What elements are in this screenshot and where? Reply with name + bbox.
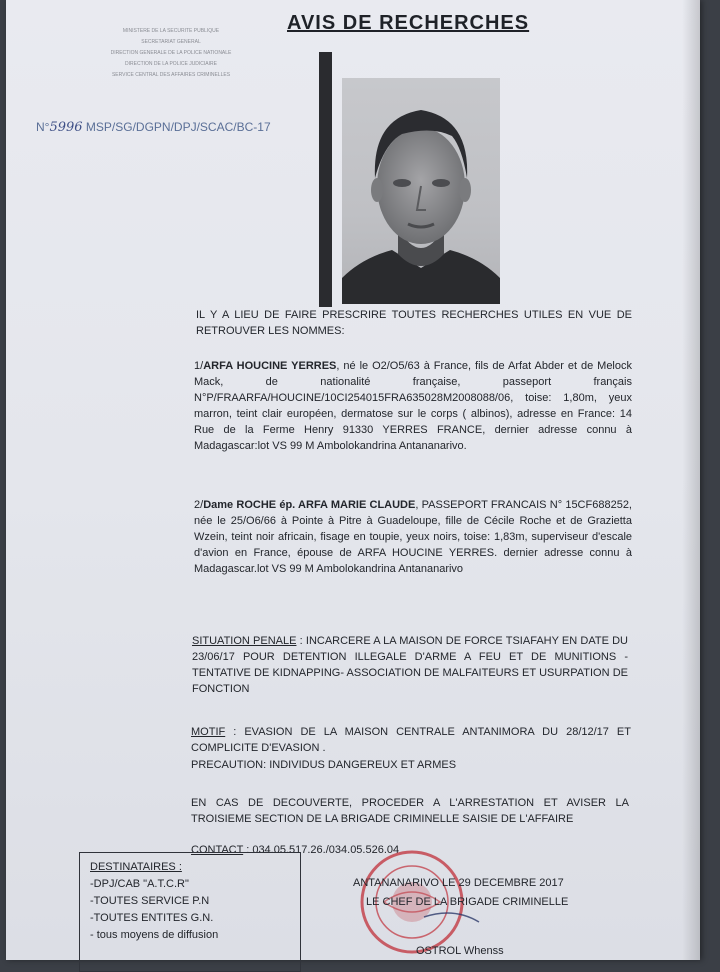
suspect-portrait-image [342, 78, 500, 304]
recipient-item: -DPJ/CAB "A.T.C.R" [90, 878, 189, 890]
person-2-name: Dame ROCHE ép. ARFA MARIE CLAUDE [203, 499, 416, 511]
recipients-title: DESTINATAIRES : [90, 861, 182, 873]
person-2-details: , PASSEPORT FRANCAIS N° 15CF688252, née le 25/O6/66 à Pointe à Pitre à Guadeloupe, fille de Cécile Roche et de Grazietta Wzein, teint noir africain, fisage en toupie, yeux noirs, toise: 1,83m, superviseur d'escale d'avion en France, épouse de ARFA HOUCINE YERRES. dernier adresse connu à Madagascar.lot VS 99 M Ambolokandrina Antananarivo [194, 499, 632, 575]
recipient-item: -TOUTES ENTITES G.N. [90, 912, 214, 924]
person-1-paragraph [194, 358, 632, 454]
motif-paragraph [191, 724, 631, 756]
ministry-line: SERVICE CENTRAL DES AFFAIRES CRIMINELLES [111, 72, 231, 78]
ministry-line: SECRETARIAT GENERAL [141, 39, 201, 45]
ministry-line: DIRECTION DE LA POLICE JUDICIAIRE [125, 61, 217, 67]
ref-prefix: N° [36, 120, 50, 134]
precaution-line: PRECAUTION: INDIVIDUS DANGEREUX ET ARMES [191, 759, 457, 771]
intro-paragraph: IL Y A LIEU DE FAIRE PRESCRIRE TOUTES RECHERCHES UTILES EN VUE DE RETROUVER LES NOMMES: [196, 309, 632, 337]
signatory-name: OSTROL Whenss [416, 945, 504, 957]
ministry-header [66, 26, 276, 81]
reference-number [36, 120, 271, 135]
motif-text: : EVASION DE LA MAISON CENTRALE ANTANIMORA DU 28/12/17 ET COMPLICITE D'EVASION . [191, 726, 631, 754]
ministry-line: DIRECTION GENERALE DE LA POLICE NATIONALE [110, 50, 232, 56]
signature-role: LE CHEF DE LA BRIGADE CRIMINELLE [366, 896, 569, 908]
person-1-name: ARFA HOUCINE YERRES [203, 360, 337, 372]
contact-label: CONTACT [191, 844, 244, 856]
ref-code: MSP/SG/DGPN/DPJ/SCAC/BC-17 [85, 120, 271, 134]
person-2-number: 2/ [194, 499, 204, 511]
situation-label: SITUATION PENALE [192, 635, 297, 647]
suspect-photo [342, 78, 500, 304]
contact-phones: : 034.05.517.26./034.05.526.04 [243, 844, 400, 856]
recipients-box [79, 852, 301, 972]
page-title: AVIS DE RECHERCHES [287, 12, 530, 34]
wanted-notice-page [6, 0, 700, 960]
motif-label: MOTIF [191, 726, 226, 738]
recipient-item: - tous moyens de diffusion [90, 929, 219, 941]
situation-text: : INCARCERE A LA MAISON DE FORCE TSIAFAHY EN DATE DU 23/06/17 POUR DETENTION ILLEGALE D'ARME A FEU ET DE MUNITIONS - TENTATIVE DE KIDNAPPING- ASSOCIATION DE MALFAITEURS ET USURPATION DE FONCTION [192, 635, 628, 695]
ministry-line: MINISTERE DE LA SECURITE PUBLIQUE [122, 28, 220, 34]
ref-handwritten-number: 5996 [49, 120, 83, 135]
discovery-instructions: EN CAS DE DECOUVERTE, PROCEDER A L'ARRESTATION ET AVISER LA TROISIEME SECTION DE LA BRIGADE CRIMINELLE SAISIE DE L'AFFAIRE [191, 797, 629, 825]
signature-place-date: ANTANANARIVO LE 29 DECEMBRE 2017 [353, 877, 564, 889]
person-2-paragraph [194, 497, 632, 577]
photo-frame-bar [319, 52, 332, 307]
recipient-item: -TOUTES SERVICE P.N [90, 895, 210, 907]
person-1-number: 1/ [194, 360, 204, 372]
person-1-details: , né le O2/O5/63 à France, fils de Arfat Abder et de Melock Mack, de nationalité française, passeport français N°P/FRAARFA/HOUCINE/10CI254015FRA635028M2008088/06, toise: 1,80m, yeux marron, teint clair européen, dermatose sur le corps ( albinos), adresse en France: 14 Rue de la Ferme Henry 91330 YERRES FRANCE, dernier adresse connu à Madagascar:lot VS 99 M Ambolokandrina Antananarivo. [194, 360, 632, 452]
situation-penale-paragraph [192, 633, 628, 697]
